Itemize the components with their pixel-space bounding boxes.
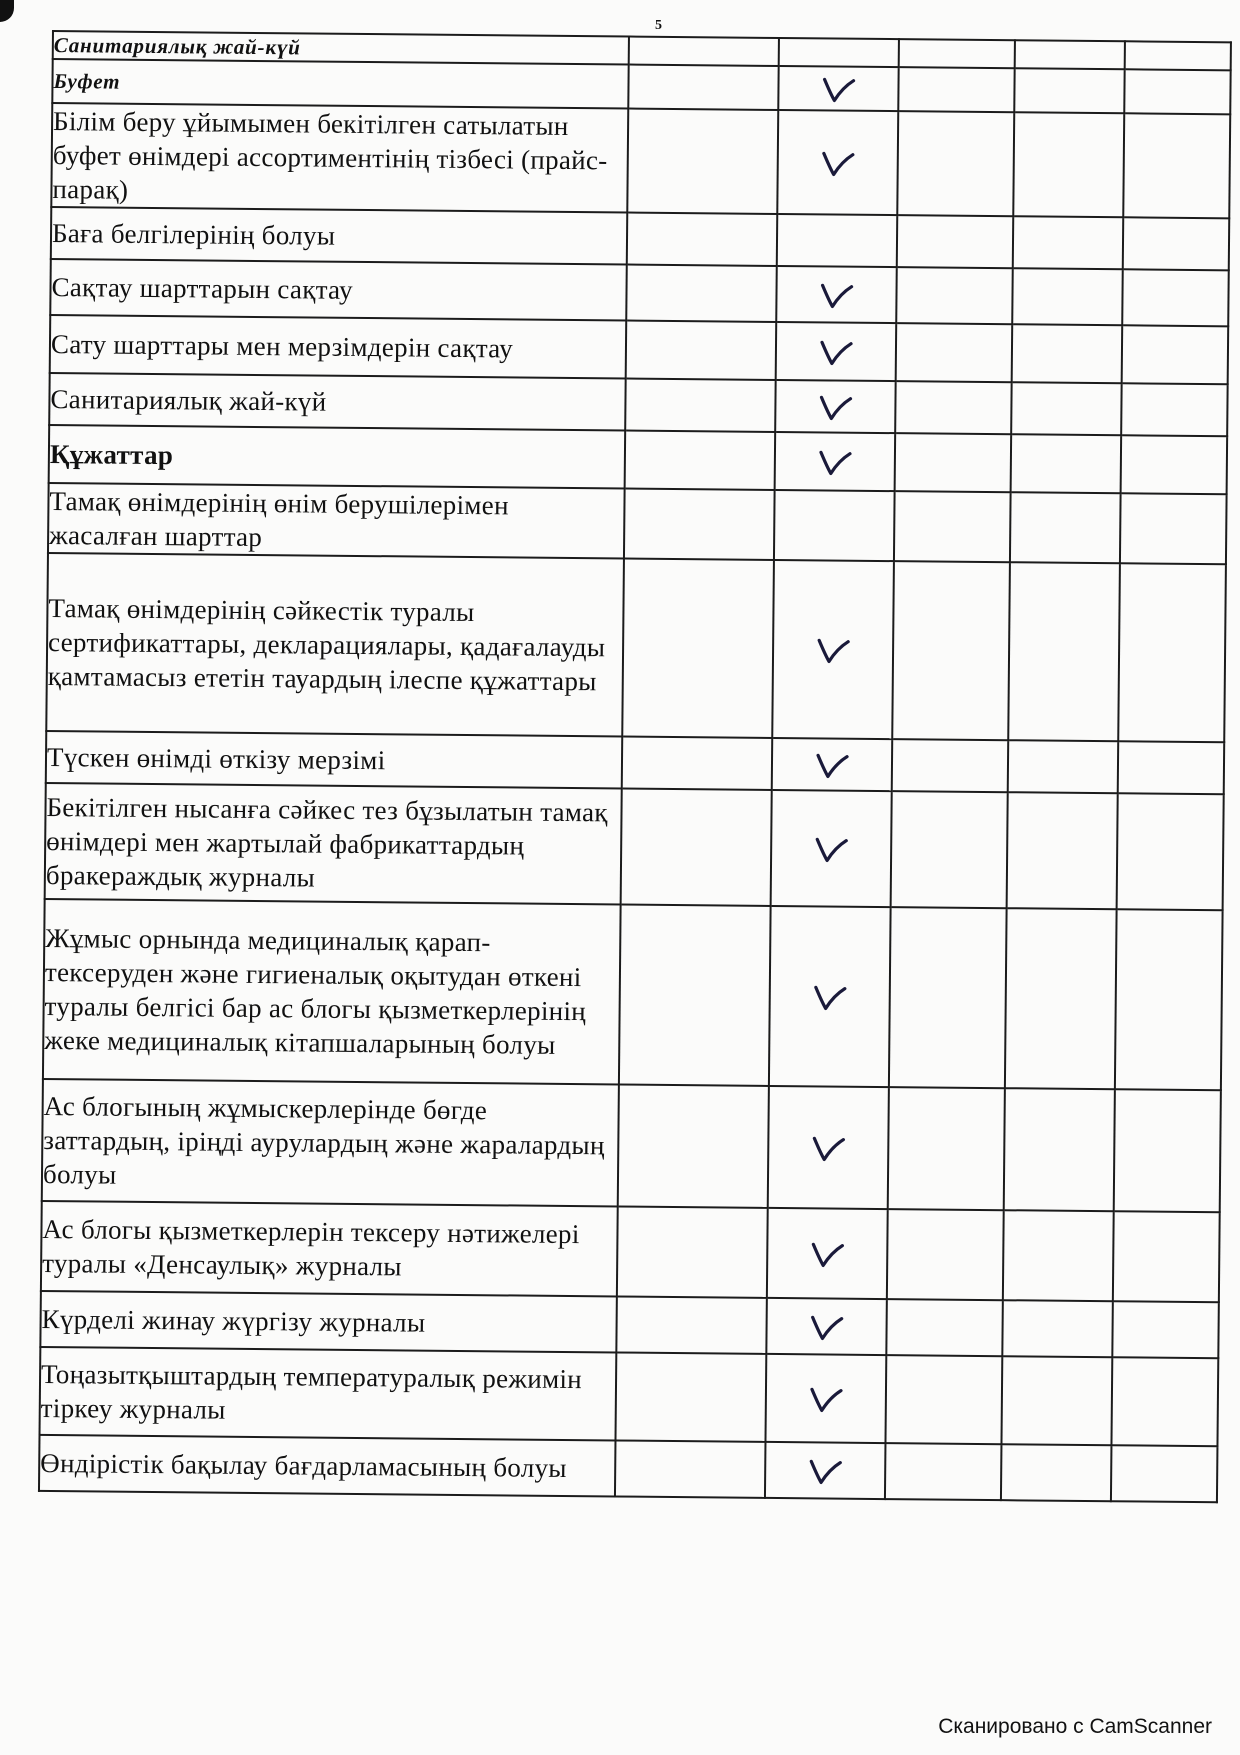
empty-cell: [1014, 68, 1124, 113]
checklist-rows: [39, 31, 1231, 1502]
empty-cell: [1118, 741, 1224, 794]
criterion-text: Тамақ өнімдерінің сәйкестік туралы сертификаттары, декларациялары, қадағалауды қамтамасыз ететін тауардың ілеспе құжаттары: [46, 553, 624, 737]
empty-cell: [1011, 434, 1122, 493]
empty-cell: [626, 265, 777, 322]
empty-cell: [894, 491, 1011, 562]
criterion-text: Санитариялық жай-күй: [53, 31, 629, 65]
checklist-row: [45, 783, 1224, 910]
handwritten-checkmark-icon: [811, 831, 851, 865]
empty-cell: [1111, 1357, 1218, 1446]
handwritten-checkmark-icon: [808, 1130, 848, 1164]
empty-cell: [1113, 1211, 1220, 1302]
handwritten-checkmark-icon: [810, 979, 850, 1013]
check-cell: [767, 1208, 888, 1299]
empty-cell: [888, 1087, 1005, 1210]
empty-cell: [892, 739, 1008, 792]
empty-cell: [1117, 793, 1224, 910]
empty-cell: [891, 791, 1008, 908]
criterion-text: Тамақ өнімдерінің өнім берушілерімен жасалған шарттар: [48, 483, 625, 559]
check-cell: [775, 380, 895, 433]
checklist-row: [51, 103, 1230, 218]
empty-cell: [625, 431, 776, 490]
empty-cell: [618, 1084, 769, 1207]
empty-cell: [1122, 325, 1229, 384]
empty-cell: [898, 67, 1014, 112]
handwritten-checkmark-icon: [806, 1381, 846, 1415]
criterion-text: Күрделі жинау жүргізу журналы: [40, 1291, 617, 1353]
empty-cell: [1015, 40, 1125, 69]
criterion-text: Ас блогы қызметкерлерін тексеру нәтижелері туралы «Денсаулық» журналы: [41, 1201, 618, 1297]
empty-cell: [1010, 492, 1121, 563]
empty-cell: [625, 379, 775, 432]
criterion-text: Ас блогының жұмыскерлерінде бөгде заттардың, іріңді аурулардың және жаралардың болуы: [42, 1079, 619, 1207]
empty-cell: [615, 1440, 766, 1497]
handwritten-checkmark-icon: [813, 632, 853, 666]
check-cell: [779, 38, 899, 67]
empty-cell: [885, 1443, 1002, 1500]
empty-cell: [621, 789, 772, 906]
empty-cell: [1007, 792, 1118, 909]
empty-cell: [1012, 324, 1123, 383]
check-cell: [774, 490, 895, 561]
empty-cell: [619, 904, 771, 1085]
camscanner-label: Сканировано с CamScanner: [938, 1715, 1212, 1738]
empty-cell: [1111, 1445, 1218, 1502]
page-number: 5: [655, 18, 662, 33]
empty-cell: [622, 737, 772, 790]
empty-cell: [1001, 1356, 1112, 1445]
checklist-table: [38, 30, 1232, 1503]
empty-cell: [896, 267, 1013, 324]
criterion-text: Буфет: [52, 59, 628, 109]
empty-cell: [1121, 435, 1228, 494]
handwritten-checkmark-icon: [818, 71, 858, 105]
criterion-text: Сақтау шарттарын сақтау: [50, 259, 627, 321]
empty-cell: [1123, 113, 1230, 218]
check-cell: [776, 266, 897, 323]
empty-cell: [886, 1299, 1003, 1356]
criterion-text: Білім беру ұйымымен бекітілген сатылатын буфет өнімдері ассортиментінің тізбесі (прайс-парақ): [51, 103, 628, 213]
criterion-text: Тоңазытқыштардың температуралық режимін тіркеу журналы: [40, 1347, 617, 1441]
empty-cell: [1114, 1089, 1221, 1212]
empty-cell: [1115, 909, 1223, 1090]
empty-cell: [1008, 562, 1120, 741]
checklist-row: [42, 1079, 1221, 1212]
checklist-row: [40, 1347, 1219, 1446]
empty-cell: [1121, 383, 1227, 436]
empty-cell: [1118, 563, 1226, 742]
empty-cell: [1004, 1088, 1115, 1211]
handwritten-checkmark-icon: [805, 1453, 845, 1487]
handwritten-checkmark-icon: [816, 334, 856, 368]
handwritten-checkmark-icon: [818, 145, 858, 179]
criterion-text: Түскен өнімді өткізу мерзімі: [46, 731, 622, 789]
check-cell: [775, 432, 896, 491]
handwritten-checkmark-icon: [806, 1309, 846, 1343]
handwritten-checkmark-icon: [807, 1236, 847, 1270]
empty-cell: [1123, 217, 1229, 270]
section-heading: Құжаттар: [49, 425, 626, 489]
empty-cell: [899, 39, 1015, 68]
empty-cell: [1002, 1300, 1113, 1357]
check-cell: [765, 1354, 886, 1443]
empty-cell: [895, 433, 1012, 492]
check-cell: [772, 738, 892, 791]
empty-cell: [1005, 908, 1117, 1089]
empty-cell: [1124, 69, 1230, 114]
check-cell: [769, 906, 891, 1087]
empty-cell: [624, 489, 775, 560]
criterion-text: Санитариялық жай-күй: [49, 373, 625, 431]
check-cell: [766, 1298, 887, 1355]
empty-cell: [616, 1296, 767, 1353]
empty-cell: [629, 37, 779, 66]
criterion-text: Бекітілген нысанға сәйкес тез бұзылатын тамақ өнімдері мен жартылай фабрикаттардың бракераждық журналы: [45, 783, 622, 905]
empty-cell: [617, 1206, 768, 1297]
empty-cell: [1125, 41, 1231, 70]
empty-cell: [1112, 1301, 1219, 1358]
check-cell: [777, 110, 898, 215]
empty-cell: [627, 109, 778, 214]
checklist-row: [46, 553, 1226, 742]
empty-cell: [892, 561, 1010, 740]
scan-corner-mark: [0, 0, 14, 22]
check-cell: [771, 790, 892, 907]
empty-cell: [622, 559, 774, 738]
empty-cell: [1003, 1210, 1114, 1301]
check-cell: [768, 1086, 889, 1209]
checklist-row: [39, 1435, 1217, 1502]
handwritten-checkmark-icon: [815, 389, 855, 423]
criterion-text: Сату шарттары мен мерзімдерін сақтау: [50, 315, 627, 379]
checklist-row: [48, 483, 1227, 564]
criterion-text: Баға белгілерінің болуы: [51, 207, 627, 265]
empty-cell: [628, 65, 778, 110]
empty-cell: [627, 213, 777, 266]
criterion-text: Жұмыс орнында медициналық қарап-тексеруден және гигиеналық оқытудан өткені туралы белгісі бар ас блогы қызметкерлерінің жеке медициналық кітапшаларының болуы: [43, 899, 621, 1085]
empty-cell: [1122, 269, 1229, 326]
empty-cell: [1120, 493, 1227, 564]
empty-cell: [1013, 216, 1123, 269]
empty-cell: [897, 215, 1013, 268]
empty-cell: [1011, 382, 1121, 435]
empty-cell: [615, 1352, 766, 1441]
empty-cell: [895, 381, 1011, 434]
check-cell: [765, 1442, 886, 1499]
check-cell: [776, 322, 897, 381]
checklist-table-wrapper: [38, 30, 1230, 1503]
empty-cell: [1012, 268, 1123, 325]
check-cell: [772, 560, 894, 739]
empty-cell: [885, 1355, 1002, 1444]
checklist-row: [41, 1201, 1220, 1302]
criterion-text: Өндірістік бақылау бағдарламасының болуы: [39, 1435, 616, 1497]
empty-cell: [1013, 112, 1124, 217]
empty-cell: [887, 1209, 1004, 1300]
check-cell: [777, 214, 897, 267]
handwritten-checkmark-icon: [815, 444, 855, 478]
empty-cell: [897, 111, 1014, 216]
empty-cell: [626, 321, 777, 380]
empty-cell: [1001, 1444, 1112, 1501]
empty-cell: [889, 907, 1007, 1088]
checklist-row: [43, 899, 1223, 1090]
empty-cell: [896, 323, 1013, 382]
check-cell: [778, 66, 898, 111]
handwritten-checkmark-icon: [812, 747, 852, 781]
handwritten-checkmark-icon: [816, 277, 856, 311]
empty-cell: [1008, 740, 1118, 793]
